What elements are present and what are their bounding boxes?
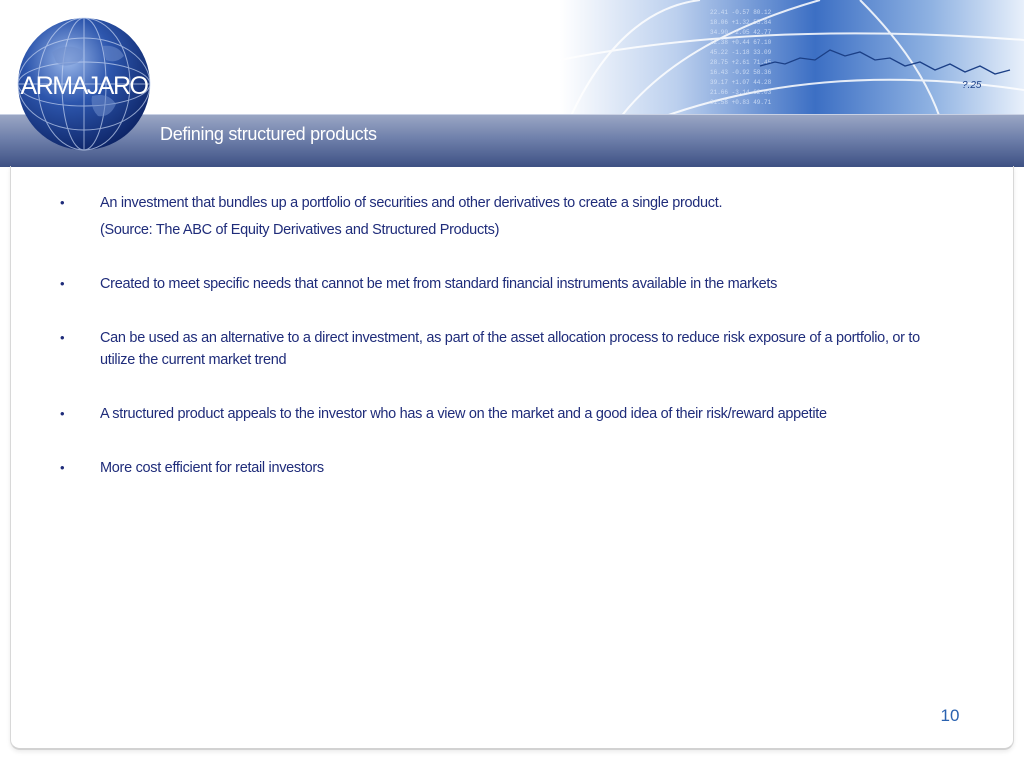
svg-text:31.58 +0.83 49.71: 31.58 +0.83 49.71 (710, 99, 772, 106)
svg-text:16.43 -0.92 58.36: 16.43 -0.92 58.36 (710, 69, 772, 76)
bullet-source: (Source: The ABC of Equity Derivatives and Structured Products) (100, 222, 500, 238)
page-title: Defining structured products (160, 124, 377, 144)
svg-text:21.66 -3.14 62.03: 21.66 -3.14 62.03 (710, 89, 772, 96)
svg-text:39.17 +1.07 44.28: 39.17 +1.07 44.28 (710, 79, 772, 86)
bullet-item (58, 192, 938, 241)
svg-text:28.75 +2.61 71.45: 28.75 +2.61 71.45 (710, 59, 772, 66)
bullet-text: Created to meet specific needs that cannot be met from standard financial instruments available in the markets (100, 276, 778, 292)
logo-text: ARMAJARO (20, 72, 148, 100)
svg-text:12.38 +0.44 67.10: 12.38 +0.44 67.10 (710, 39, 772, 46)
bullet-text: Can be used as an alternative to a direct investment, as part of the asset allocation process to reduce risk exposure of a portfolio, or to utilize the current market trend (100, 330, 920, 368)
bullet-marker: • (60, 406, 65, 421)
bullet-marker: • (60, 195, 65, 210)
svg-text:22.41 -0.57 80.12: 22.41 -0.57 80.12 (710, 9, 772, 16)
svg-text:18.06 +1.32 55.84: 18.06 +1.32 55.84 (710, 19, 772, 26)
bullet-item (58, 457, 938, 479)
page-number: 10 (940, 706, 960, 725)
bullet-marker: • (60, 330, 65, 345)
bullet-text: A structured product appeals to the investor who has a view on the market and a good idea of their risk/reward appetite (100, 406, 827, 422)
bullet-item (58, 403, 938, 425)
armajaro-globe-logo (12, 12, 156, 156)
bullet-text: An investment that bundles up a portfolio of securities and other derivatives to create a single product. (100, 195, 723, 211)
svg-text:34.90 -2.05 42.77: 34.90 -2.05 42.77 (710, 29, 772, 36)
bullet-list (58, 192, 938, 479)
bullet-text: More cost efficient for retail investors (100, 460, 324, 476)
bullet-marker: • (60, 460, 65, 475)
bullet-item (58, 327, 938, 371)
bullet-marker: • (60, 276, 65, 291)
bullet-item (58, 273, 938, 295)
ticker-annotation: ?.25 (962, 80, 982, 91)
svg-text:45.22 -1.18 33.09: 45.22 -1.18 33.09 (710, 49, 772, 56)
header-background-art (560, 0, 1024, 118)
